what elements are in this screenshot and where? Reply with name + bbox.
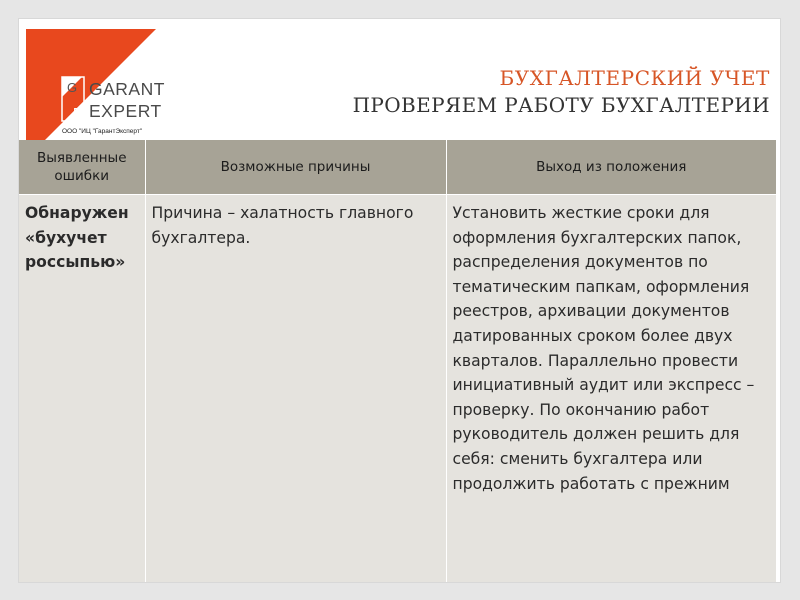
logo-letter-g: G: [67, 80, 78, 95]
cell-cause: Причина – халатность главного бухгалтера.: [145, 195, 446, 583]
column-header-causes: Возможные причины: [145, 140, 446, 195]
slide: [19, 19, 780, 582]
title-line-2: ПРОВЕРЯЕМ РАБОТУ БУХГАЛТЕРИИ: [352, 93, 770, 117]
cell-error: Обнаружен «бухучет россыпью»: [19, 195, 145, 583]
cell-solution: Установить жесткие сроки для оформления бухгалтерских папок, распределения документов по тематическим папкам, оформления реестров, архивации документов датированных сроком более двух кварталов. Параллельно провести инициативный аудит или экспресс – проверку. По окончанию работ руководитель должен решить для себя: сменить бухгалтера или продолжить работать с прежним: [446, 195, 776, 583]
column-header-solution: Выход из положения: [446, 140, 776, 195]
errors-table: [19, 140, 776, 582]
logo-company-name: ООО "ИЦ "ГарантЭксперт": [62, 128, 143, 135]
logo-letter-e: E: [73, 105, 82, 120]
logo-word-garant: GARANT: [89, 79, 165, 99]
logo-word-expert: EXPERT: [89, 101, 162, 121]
title-line-1: БУХГАЛТЕРСКИЙ УЧЕТ: [499, 66, 770, 90]
table-row: [19, 195, 776, 583]
table-header-row: [19, 140, 776, 195]
column-header-errors: Выявленные ошибки: [19, 140, 145, 195]
slide-title: [353, 65, 770, 119]
